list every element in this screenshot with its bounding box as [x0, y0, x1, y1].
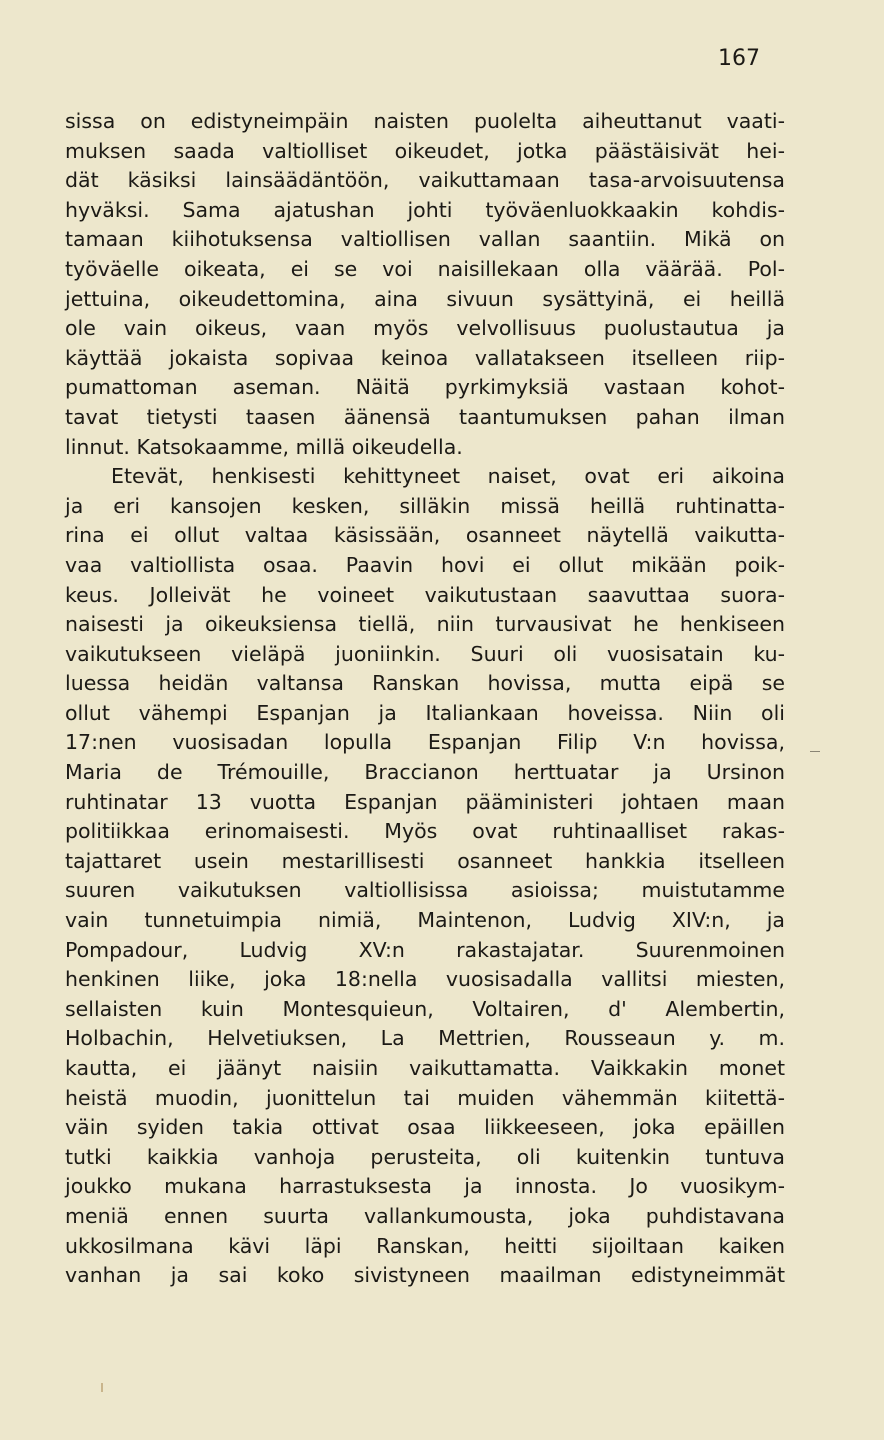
- text-line: joukko mukana harrastuksesta ja innosta. Jo vuosikym-: [65, 1174, 785, 1199]
- text-line: ja eri kansojen kesken, silläkin missä heillä ruhtinatta-: [65, 493, 785, 518]
- text-line: heistä muodin, juonittelun tai muiden vähemmän kiitettä-: [65, 1085, 785, 1110]
- text-line: tutki kaikkia vanhoja perusteita, oli kuitenkin tuntuva: [65, 1144, 785, 1169]
- text-line: sellaisten kuin Montesquieun, Voltairen, d' Alembertin,: [65, 996, 785, 1021]
- text-line: Pompadour, Ludvig XV:n rakastajatar. Suurenmoinen: [65, 937, 785, 962]
- text-line: tajattaret usein mestarillisesti osanneet hankkia itselleen: [65, 848, 785, 873]
- text-line: keus. Jolleivät he voineet vaikutustaan saavuttaa suora-: [65, 582, 785, 607]
- text-line: tamaan kiihotuksensa valtiollisen vallan saantiin. Mikä on: [65, 227, 785, 252]
- text-line: ruhtinatar 13 vuotta Espanjan pääministeri johtaen maan: [65, 789, 785, 814]
- text-line: käyttää jokaista sopivaa keinoa vallatakseen itselleen riip-: [65, 345, 785, 370]
- text-line: Maria de Trémouille, Braccianon herttuatar ja Ursinon: [65, 760, 785, 785]
- paper-speck: [101, 1383, 103, 1392]
- text-line: luessa heidän valtansa Ranskan hovissa, mutta eipä se: [65, 671, 785, 696]
- text-line: hyväksi. Sama ajatushan johti työväenluokkaakin kohdis-: [65, 197, 785, 222]
- text-line: suuren vaikutuksen valtiollisissa asioissa; muistutamme: [65, 878, 785, 903]
- text-line: Holbachin, Helvetiuksen, La Mettrien, Rousseaun y. m.: [65, 1026, 785, 1051]
- text-line: vain tunnetuimpia nimiä, Maintenon, Ludvig XIV:n, ja: [65, 908, 785, 933]
- body-text: [65, 107, 785, 1291]
- text-line: vanhan ja sai koko sivistyneen maailman edistyneimmät: [65, 1263, 785, 1288]
- page-number: 167: [718, 46, 760, 71]
- text-line: pumattoman aseman. Näitä pyrkimyksiä vastaan kohot-: [65, 375, 785, 400]
- text-line: ollut vähempi Espanjan ja Italiankaan hoveissa. Niin oli: [65, 700, 785, 725]
- text-line: muksen saada valtiolliset oikeudet, jotka päästäisivät hei-: [65, 138, 785, 163]
- text-line: vaa valtiollista osaa. Paavin hovi ei ollut mikään poik-: [65, 552, 785, 577]
- text-line: sissa on edistyneimpäin naisten puolelta aiheuttanut vaati-: [65, 109, 785, 133]
- text-line: jettuina, oikeudettomina, aina sivuun sysättyinä, ei heillä: [65, 286, 785, 311]
- text-line: naisesti ja oikeuksiensa tiellä, niin turvausivat he henkiseen: [65, 612, 785, 637]
- text-line: meniä ennen suurta vallankumousta, joka puhdistavana: [65, 1203, 785, 1228]
- text-line: ukkosilmana kävi läpi Ranskan, heitti sijoiltaan kaiken: [65, 1233, 785, 1258]
- text-line: dät käsiksi lainsäädäntöön, vaikuttamaan tasa-arvoisuutensa: [65, 168, 785, 193]
- text-line: 17:nen vuosisadan lopulla Espanjan Filip V:n hovissa,: [65, 730, 785, 755]
- margin-dash-mark: [810, 751, 820, 752]
- paragraph-end-line: linnut. Katsokaamme, millä oikeudella.: [65, 434, 463, 459]
- text-line: rina ei ollut valtaa käsissään, osanneet näytellä vaikutta-: [65, 523, 785, 548]
- text-line: tavat tietysti taasen äänensä taantumuksen pahan ilman: [65, 404, 785, 429]
- text-line: politiikkaa erinomaisesti. Myös ovat ruhtinaalliset rakas-: [65, 819, 785, 844]
- text-line: työväelle oikeata, ei se voi naisillekaan olla väärää. Pol-: [65, 256, 785, 281]
- text-line: henkinen liike, joka 18:nella vuosisadalla vallitsi miesten,: [65, 967, 785, 992]
- text-line: väin syiden takia ottivat osaa liikkeeseen, joka epäillen: [65, 1115, 785, 1140]
- text-line: kautta, ei jäänyt naisiin vaikuttamatta. Vaikkakin monet: [65, 1056, 785, 1080]
- text-line: ole vain oikeus, vaan myös velvollisuus puolustautua ja: [65, 316, 785, 341]
- paragraph-start-line: Etevät, henkisesti kehittyneet naiset, ovat eri aikoina: [111, 464, 785, 489]
- text-line: vaikutukseen vieläpä juoniinkin. Suuri oli vuosisatain ku-: [65, 641, 785, 666]
